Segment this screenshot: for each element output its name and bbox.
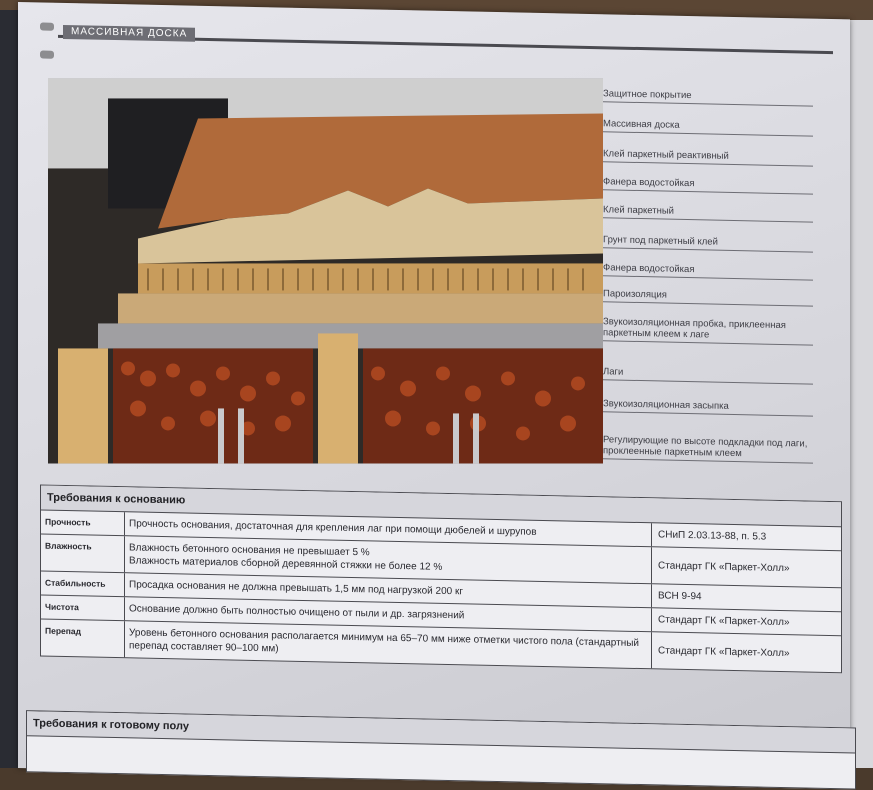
layer-label: Клей паркетный реактивный [603, 148, 813, 166]
row-name: Чистота [41, 595, 125, 620]
layer-label: Фанера водостойкая [603, 262, 813, 280]
layer-label: Лаги [603, 366, 813, 384]
layer-label: Регулирующие по высоте подкладки под лаги, проклеенные паркетным клеем [603, 434, 813, 463]
layer-label: Массивная доска [603, 118, 813, 136]
finish-requirements-table [26, 710, 856, 789]
layer-label: Грунт под паркетный клей [603, 234, 813, 252]
binder-ring [40, 50, 54, 58]
row-text: Просадка основания не должна превышать 1,5 мм под нагрузкой 200 кг [125, 573, 652, 607]
layer-label: Звукоизоляционная засыпка [603, 398, 813, 416]
section-tag: МАССИВНАЯ ДОСКА [63, 25, 195, 42]
row-ref: Стандарт ГК «Паркет-Холл» [658, 644, 790, 659]
row-text: Влажность бетонного основания не превышает 5 % Влажность материалов сборной деревянной стяжки не более 12 % [125, 536, 652, 583]
base-requirements-table [40, 484, 842, 673]
layer-label: Фанера водостойкая [603, 176, 813, 194]
row-text: Прочность основания, достаточная для крепления лаг при помощи дюбелей и шурупов [125, 512, 652, 546]
row-name: Стабильность [41, 571, 125, 596]
table-title: Требования к готовому полу [27, 711, 855, 753]
binder-ring [40, 22, 54, 30]
layer-labels [603, 88, 833, 460]
layer-label: Защитное покрытие [603, 88, 813, 106]
row-name: Прочность [41, 510, 125, 535]
row-ref: Стандарт ГК «Паркет-Холл» [658, 614, 790, 629]
table-title: Требования к основанию [41, 485, 841, 527]
row-text: Уровень бетонного основания располагается минимум на 65–70 мм ниже отметки чистого пола (стандартный перепад составляет 90–100 мм) [125, 621, 652, 668]
floor-layers-photo [48, 78, 603, 463]
book-page [18, 2, 850, 785]
layer-label: Клей паркетный [603, 204, 813, 222]
row-ref: ВСН 9-94 [658, 590, 702, 603]
row-name: Перепад [41, 619, 125, 657]
row-name: Влажность [41, 534, 125, 572]
row-text: Основание должно быть полностью очищено от пыли и др. загрязнений [125, 597, 652, 631]
layer-label: Звукоизоляционная пробка, приклеенная паркетным клеем к лаге [603, 316, 813, 345]
layer-label: Пароизоляция [603, 288, 813, 306]
row-ref: СНиП 2.03.13-88, п. 5.3 [658, 529, 767, 543]
row-ref: Стандарт ГК «Паркет-Холл» [658, 559, 790, 574]
